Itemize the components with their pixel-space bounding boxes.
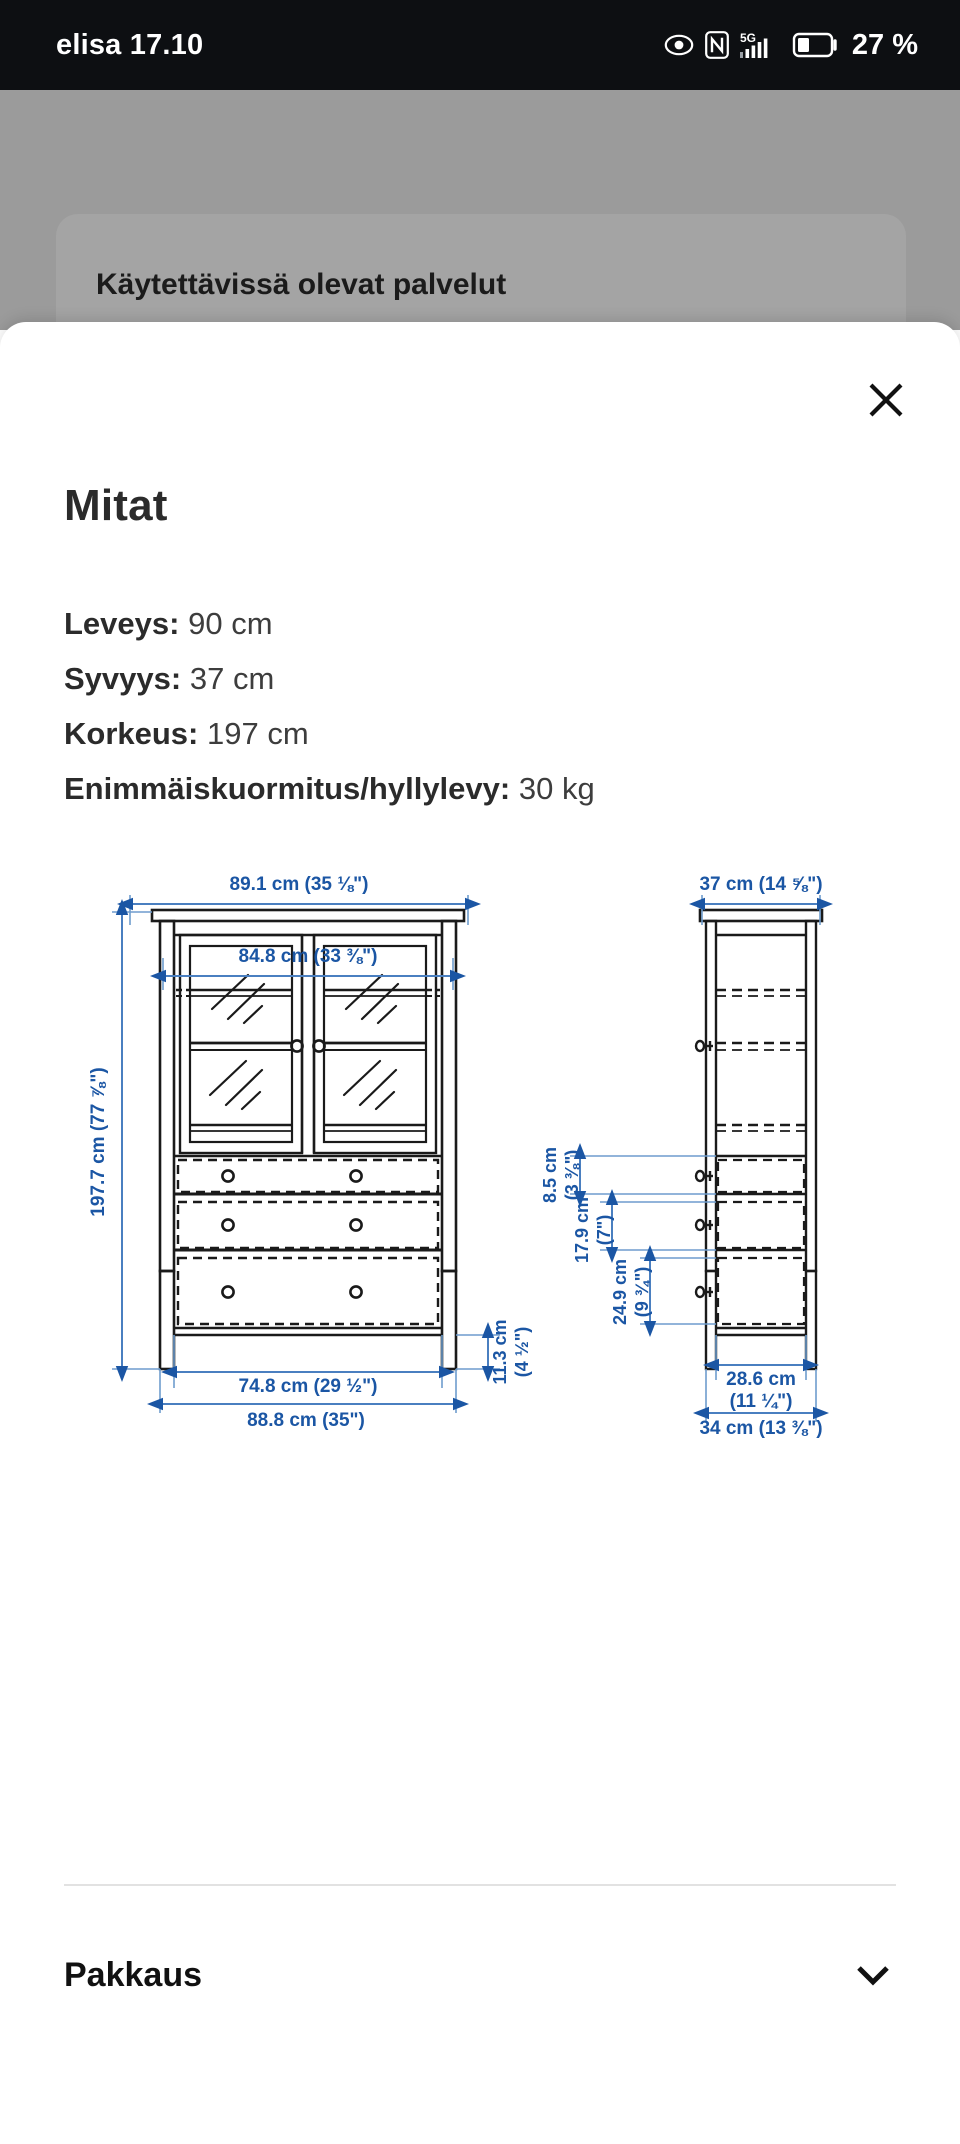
spec-value-maxload: 30 kg bbox=[518, 771, 595, 806]
side-knob bbox=[696, 1220, 713, 1230]
side-knob bbox=[696, 1287, 713, 1297]
signal-5g-icon bbox=[740, 30, 782, 60]
dim-front-top-width: 89.1 cm (35 ⅛") bbox=[229, 874, 369, 895]
spec-value-depth: 37 cm bbox=[189, 661, 275, 696]
dim-front-inner-width: 84.8 cm (33 ⅜") bbox=[238, 946, 378, 967]
dim-front-base-outer-width: 88.8 cm (35") bbox=[247, 1410, 365, 1431]
spec-row-depth bbox=[64, 663, 884, 694]
dim-front-height: 197.7 cm (77 ⅞") bbox=[88, 1067, 109, 1217]
side-knob bbox=[696, 1041, 713, 1051]
status-icons bbox=[664, 29, 918, 62]
chevron-down-icon[interactable] bbox=[856, 1958, 890, 1992]
spec-row-height bbox=[64, 718, 884, 749]
accordion-pakkaus[interactable] bbox=[0, 1920, 960, 2030]
spec-row-width bbox=[64, 608, 884, 639]
dim-side-drawer2-in: (7") bbox=[594, 1214, 614, 1246]
spec-label-depth: Syvyys: bbox=[64, 661, 182, 696]
eye-icon bbox=[664, 34, 694, 56]
battery-percent: 27 % bbox=[851, 28, 918, 61]
dim-side-drawer3-cm: 24.9 cm bbox=[610, 1258, 630, 1326]
spec-value-height: 197 cm bbox=[207, 716, 309, 751]
dim-side-drawer1-in: (3 ⅜") bbox=[562, 1149, 582, 1201]
dim-front-base-inner-width: 74.8 cm (29 ½") bbox=[238, 1376, 378, 1397]
nfc-icon bbox=[705, 31, 729, 59]
dim-side-base-inner-cm: 28.6 cm bbox=[726, 1369, 796, 1390]
spec-label-maxload: Enimmäiskuormitus/hyllylevy: bbox=[64, 771, 511, 806]
side-view-drawing bbox=[540, 874, 823, 1439]
side-knob bbox=[696, 1171, 713, 1181]
dim-side-drawer3-in: (9 ¾") bbox=[632, 1266, 652, 1318]
dimmed-background bbox=[0, 90, 960, 330]
dim-side-top-depth: 37 cm (14 ⅝") bbox=[699, 874, 823, 895]
technical-drawing bbox=[0, 874, 960, 1439]
dim-side-base-outer: 34 cm (13 ⅜") bbox=[699, 1418, 823, 1439]
close-icon[interactable] bbox=[854, 368, 918, 432]
spec-list bbox=[64, 608, 884, 828]
services-card-title: Käytettävissä olevat palvelut bbox=[96, 268, 507, 301]
dim-side-drawer1-cm: 8.5 cm bbox=[540, 1146, 560, 1204]
carrier-and-time: elisa 17.10 bbox=[56, 28, 204, 61]
dim-front-leg-height-in: (4 ½") bbox=[512, 1326, 532, 1378]
spec-row-maxload bbox=[64, 773, 884, 804]
dim-front-leg-height-cm: 11.3 cm bbox=[490, 1319, 510, 1385]
dim-side-base-inner-in: (11 ¼") bbox=[729, 1391, 793, 1412]
page-title: Mitat bbox=[64, 481, 168, 530]
front-view-drawing bbox=[88, 874, 532, 1431]
spec-label-width: Leveys: bbox=[64, 606, 180, 641]
spec-value-width: 90 cm bbox=[188, 606, 273, 641]
spec-label-height: Korkeus: bbox=[64, 716, 199, 751]
svg-text:5G: 5G bbox=[739, 31, 756, 45]
section-divider bbox=[64, 1884, 896, 1886]
dim-side-drawer2-cm: 17.9 cm bbox=[572, 1196, 592, 1264]
battery-icon bbox=[793, 32, 839, 58]
accordion-label: Pakkaus bbox=[64, 1955, 202, 1994]
status-bar bbox=[0, 0, 960, 90]
